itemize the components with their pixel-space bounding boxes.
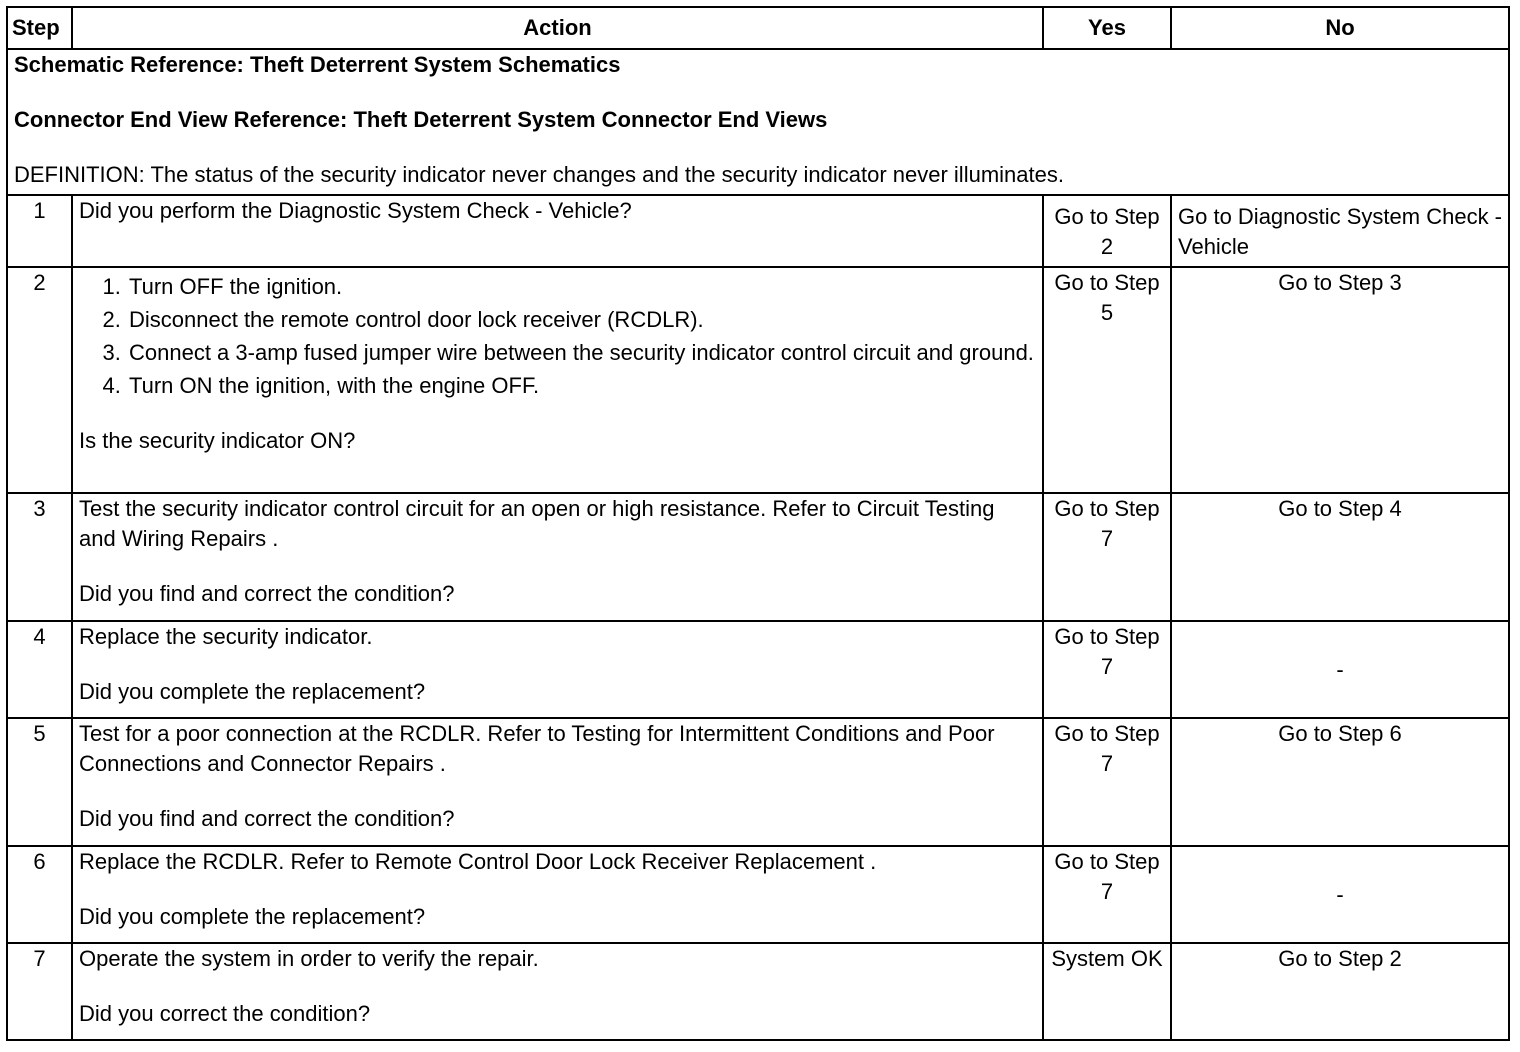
- yes-cell: System OK: [1043, 943, 1171, 1040]
- question-text: Did you find and correct the condition?: [79, 581, 455, 606]
- definition-text: DEFINITION: The status of the security indicator never changes and the security indicator never illuminates.: [14, 162, 1064, 187]
- table-row: [7, 267, 1509, 493]
- no-cell: Go to Step 3: [1171, 267, 1509, 493]
- action-cell: [72, 195, 1043, 267]
- no-cell: Go to Step 6: [1171, 718, 1509, 846]
- step-number: 7: [7, 943, 72, 1040]
- no-cell: -: [1171, 846, 1509, 943]
- action-text: Test for a poor connection at the RCDLR. Refer to Testing for Intermittent Conditions and Poor Connections and Connector Repairs .: [79, 721, 995, 776]
- header-step: Step: [7, 7, 72, 49]
- substep-item: 4. Turn ON the ignition, with the engine OFF.: [127, 371, 1036, 401]
- question-text: Did you correct the condition?: [79, 1001, 371, 1026]
- schematic-reference: Schematic Reference: Theft Deterrent System Schematics: [14, 52, 621, 77]
- action-text: Replace the security indicator.: [79, 624, 373, 649]
- action-text: Operate the system in order to verify the repair.: [79, 946, 539, 971]
- action-text: Test the security indicator control circuit for an open or high resistance. Refer to Circuit Testing and Wiring Repairs .: [79, 496, 995, 551]
- table-row: [7, 846, 1509, 943]
- table-row: [7, 943, 1509, 1040]
- substep-item: 3. Connect a 3-amp fused jumper wire between the security indicator control circuit and ground.: [127, 338, 1036, 368]
- action-cell: [72, 267, 1043, 493]
- action-text: Replace the RCDLR. Refer to Remote Control Door Lock Receiver Replacement .: [79, 849, 877, 874]
- header-row: [7, 7, 1509, 49]
- header-no: No: [1171, 7, 1509, 49]
- references-cell: [7, 49, 1509, 195]
- question-text: Is the security indicator ON?: [79, 428, 356, 453]
- table-row: [7, 621, 1509, 718]
- no-cell: Go to Diagnostic System Check - Vehicle: [1171, 195, 1509, 267]
- question-text: Did you find and correct the condition?: [79, 806, 455, 831]
- action-cell: [72, 943, 1043, 1040]
- yes-cell: Go to Step 7: [1043, 493, 1171, 621]
- table-row: [7, 718, 1509, 846]
- no-cell: Go to Step 2: [1171, 943, 1509, 1040]
- action-cell: [72, 846, 1043, 943]
- table-row: [7, 493, 1509, 621]
- yes-cell: Go to Step 7: [1043, 621, 1171, 718]
- header-yes: Yes: [1043, 7, 1171, 49]
- action-cell: [72, 493, 1043, 621]
- header-action: Action: [72, 7, 1043, 49]
- step-number: 3: [7, 493, 72, 621]
- connector-reference: Connector End View Reference: Theft Deterrent System Connector End Views: [14, 107, 828, 132]
- action-cell: [72, 621, 1043, 718]
- step-number: 4: [7, 621, 72, 718]
- step-number: 6: [7, 846, 72, 943]
- question-text: Did you complete the replacement?: [79, 679, 426, 704]
- no-cell: Go to Step 4: [1171, 493, 1509, 621]
- step-number: 5: [7, 718, 72, 846]
- table-row: [7, 195, 1509, 267]
- action-text: Did you perform the Diagnostic System Check - Vehicle?: [79, 198, 632, 223]
- no-cell: -: [1171, 621, 1509, 718]
- substep-item: 1. Turn OFF the ignition.: [127, 272, 1036, 302]
- question-text: Did you complete the replacement?: [79, 904, 426, 929]
- diagnostic-table: [6, 6, 1510, 1041]
- action-cell: [72, 718, 1043, 846]
- step-number: 2: [7, 267, 72, 493]
- yes-cell: Go to Step 7: [1043, 718, 1171, 846]
- yes-cell: Go to Step 5: [1043, 267, 1171, 493]
- step-number: 1: [7, 195, 72, 267]
- substep-list: [79, 272, 1036, 401]
- references-row: [7, 49, 1509, 195]
- yes-cell: Go to Step 7: [1043, 846, 1171, 943]
- yes-cell: Go to Step 2: [1043, 195, 1171, 267]
- substep-item: 2. Disconnect the remote control door lock receiver (RCDLR).: [127, 305, 1036, 335]
